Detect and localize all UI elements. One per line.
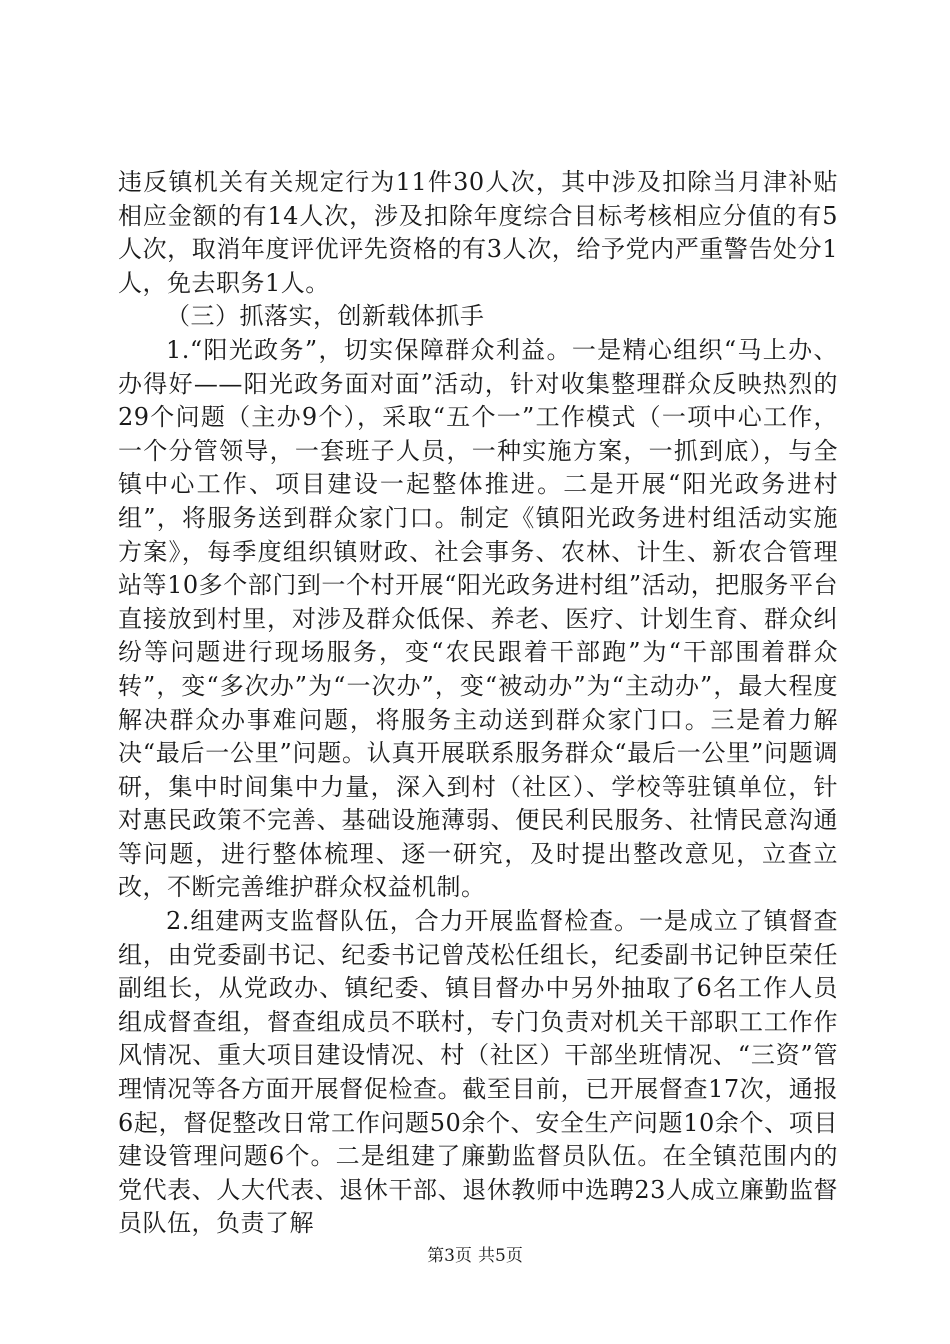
document-body [118, 166, 838, 1241]
paragraph-supervision-teams: 2.组建两支监督队伍，合力开展监督检查。一是成立了镇督查组，由党委副书记、纪委书记曾茂松任组长，纪委副书记钟臣荣任副组长，从党政办、镇纪委、镇目督办中另外抽取了6名工作人员组成督查组，督查组成员不联村，专门负责对机关干部职工工作作风情况、重大项目建设情况、村（社区）干部坐班情况、“三资”管理情况等各方面开展督促检查。截至目前，已开展督查17次，通报6起，督促整改日常工作问题50余个、安全生产问题10余个、项目建设管理问题6个。二是组建了廉勤监督员队伍。在全镇范围内的党代表、人大代表、退休干部、退休教师中选聘23人成立廉勤监督员队伍，负责了解 [118, 907, 838, 1238]
section-heading: （三）抓落实，创新载体抓手 [166, 302, 485, 331]
paragraph-sunshine-governance: 1.“阳光政务”，切实保障群众利益。一是精心组织“马上办、办得好——阳光政务面对面”活动，针对收集整理群众反映热烈的29个问题（主办9个），采取“五个一”工作模式（一项中心工作，一个分管领导，一套班子人员，一种实施方案，一抓到底），与全镇中心工作、项目建设一起整体推进。二是开展“阳光政务进村组”，将服务送到群众家门口。制定《镇阳光政务进村组活动实施方案》，每季度组织镇财政、社会事务、农林、计生、新农合管理站等10多个部门到一个村开展“阳光政务进村组”活动，把服务平台直接放到村里，对涉及群众低保、养老、医疗、计划生育、群众纠纷等问题进行现场服务，变“农民跟着干部跑”为“干部围着群众转”，变“多次办”为“一次办”，变“被动办”为“主动办”，最大程度解决群众办事难问题，将服务主动送到群众家门口。三是着力解决“最后一公里”问题。认真开展联系服务群众“最后一公里”问题调研，集中时间集中力量，深入到村（社区）、学校等驻镇单位，针对惠民政策不完善、基础设施薄弱、便民利民服务、社情民意沟通等问题，进行整体梳理、逐一研究，及时提出整改意见，立查立改，不断完善维护群众权益机制。 [118, 335, 838, 902]
page-footer [0, 1245, 950, 1267]
paragraph-violations-summary: 违反镇机关有关规定行为11件30人次，其中涉及扣除当月津补贴相应金额的有14人次，涉及扣除年度综合目标考核相应分值的有5人次，取消年度评优评先资格的有3人次，给予党内严重警告处分1人，免去职务1人。 [118, 168, 838, 297]
page-total: 共5页 [478, 1246, 523, 1266]
page-number: 第3页 [427, 1246, 472, 1266]
